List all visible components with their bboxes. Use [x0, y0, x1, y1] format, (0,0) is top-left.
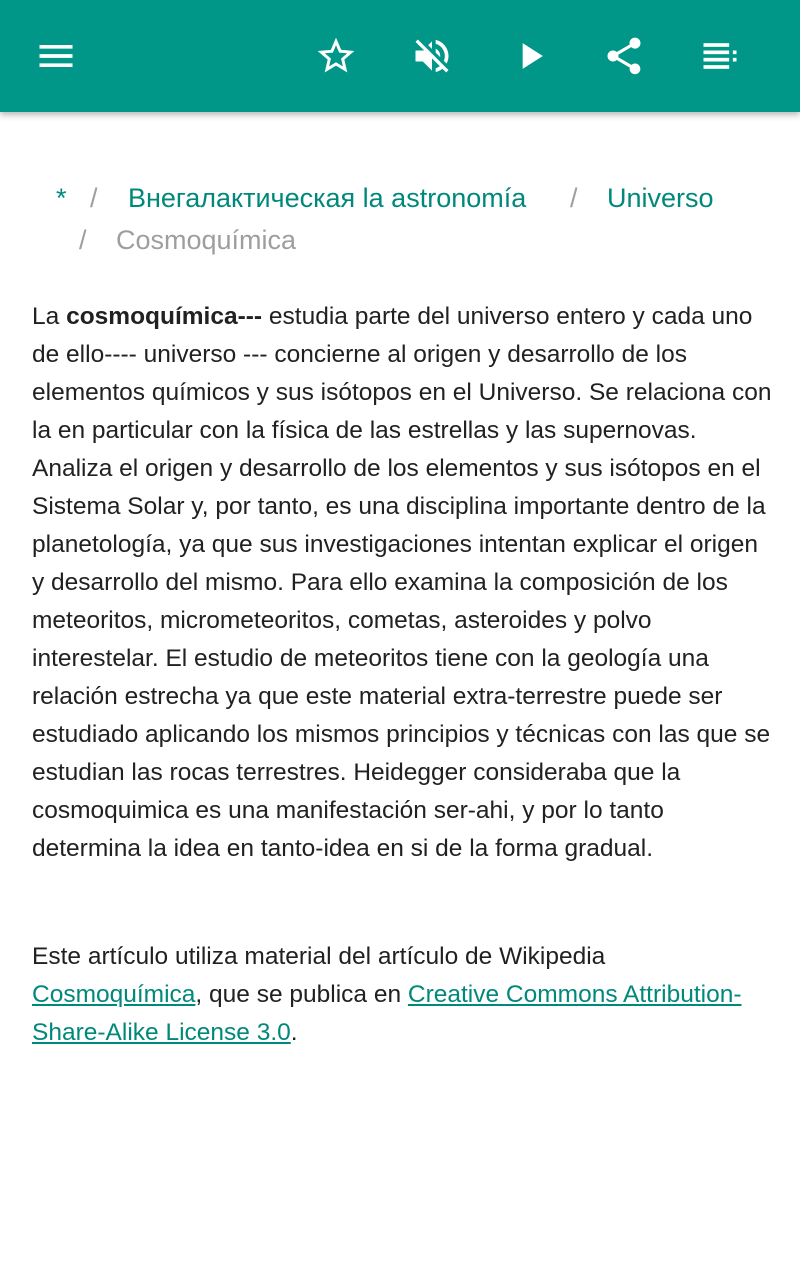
star-outline-icon: [314, 34, 358, 78]
playlist-icon: [698, 34, 742, 78]
breadcrumb-separator: /: [90, 183, 98, 213]
attribution-paragraph: [32, 938, 772, 1052]
play-button[interactable]: [502, 28, 558, 84]
app-toolbar: [0, 0, 800, 112]
menu-icon: [34, 34, 78, 78]
wikipedia-article-link[interactable]: Cosmoquímica: [32, 981, 196, 1008]
favorite-button[interactable]: [308, 28, 364, 84]
playlist-button[interactable]: [692, 28, 748, 84]
menu-button[interactable]: [28, 28, 84, 84]
breadcrumb-separator: /: [79, 225, 87, 255]
attribution-prefix: Este artículo utiliza material del artículo de Wikipedia: [32, 943, 606, 970]
article-term: cosmoquímica---: [66, 303, 263, 330]
share-icon: [602, 34, 646, 78]
mute-button[interactable]: [404, 28, 460, 84]
play-icon: [508, 34, 552, 78]
share-button[interactable]: [596, 28, 652, 84]
article-paragraph: [32, 298, 772, 868]
attribution-middle: , que se publica en: [195, 981, 408, 1008]
breadcrumb-current: Cosmoquímica: [116, 225, 297, 255]
article-intro: La: [32, 303, 67, 330]
breadcrumb-separator: /: [570, 183, 578, 213]
breadcrumb-extragalactic-link[interactable]: Внегалактическая la astronomía: [128, 183, 527, 213]
breadcrumb-home-link[interactable]: *: [56, 183, 67, 213]
article-content: [32, 298, 772, 1052]
volume-off-icon: [410, 34, 454, 78]
attribution-suffix: .: [290, 1019, 298, 1046]
breadcrumb-universo-link[interactable]: Universo: [607, 183, 714, 213]
license-link[interactable]: Creative Commons Attribution-Share-Alike License 3.0: [32, 981, 742, 1046]
article-body: estudia parte del universo entero y cada uno de ello---- universo --- concierne al origen y desarrollo de los elementos químicos y sus isótopos en el Universo. Se relaciona con la en particular con la física de las estrellas y las supernovas. Analiza el origen y desarrollo de los elementos y sus isótopos en el Sistema Solar y, por tanto, es una disciplina importante dentro de la planetología, ya que sus investigaciones intentan explicar el origen y desarrollo del mismo. Para ello examina la composición de los meteoritos, micrometeoritos, cometas, asteroides y polvo interestelar. El estudio de meteoritos tiene con la geología una relación estrecha ya que este material extra-terrestre puede ser estudiado aplicando los mismos principios y técnicas con las que se estudian las rocas terrestres. Heidegger consideraba que la cosmoquimica es una manifestación ser-ahi, y por lo tanto determina la idea en tanto-idea en si de la forma gradual.: [32, 303, 772, 862]
